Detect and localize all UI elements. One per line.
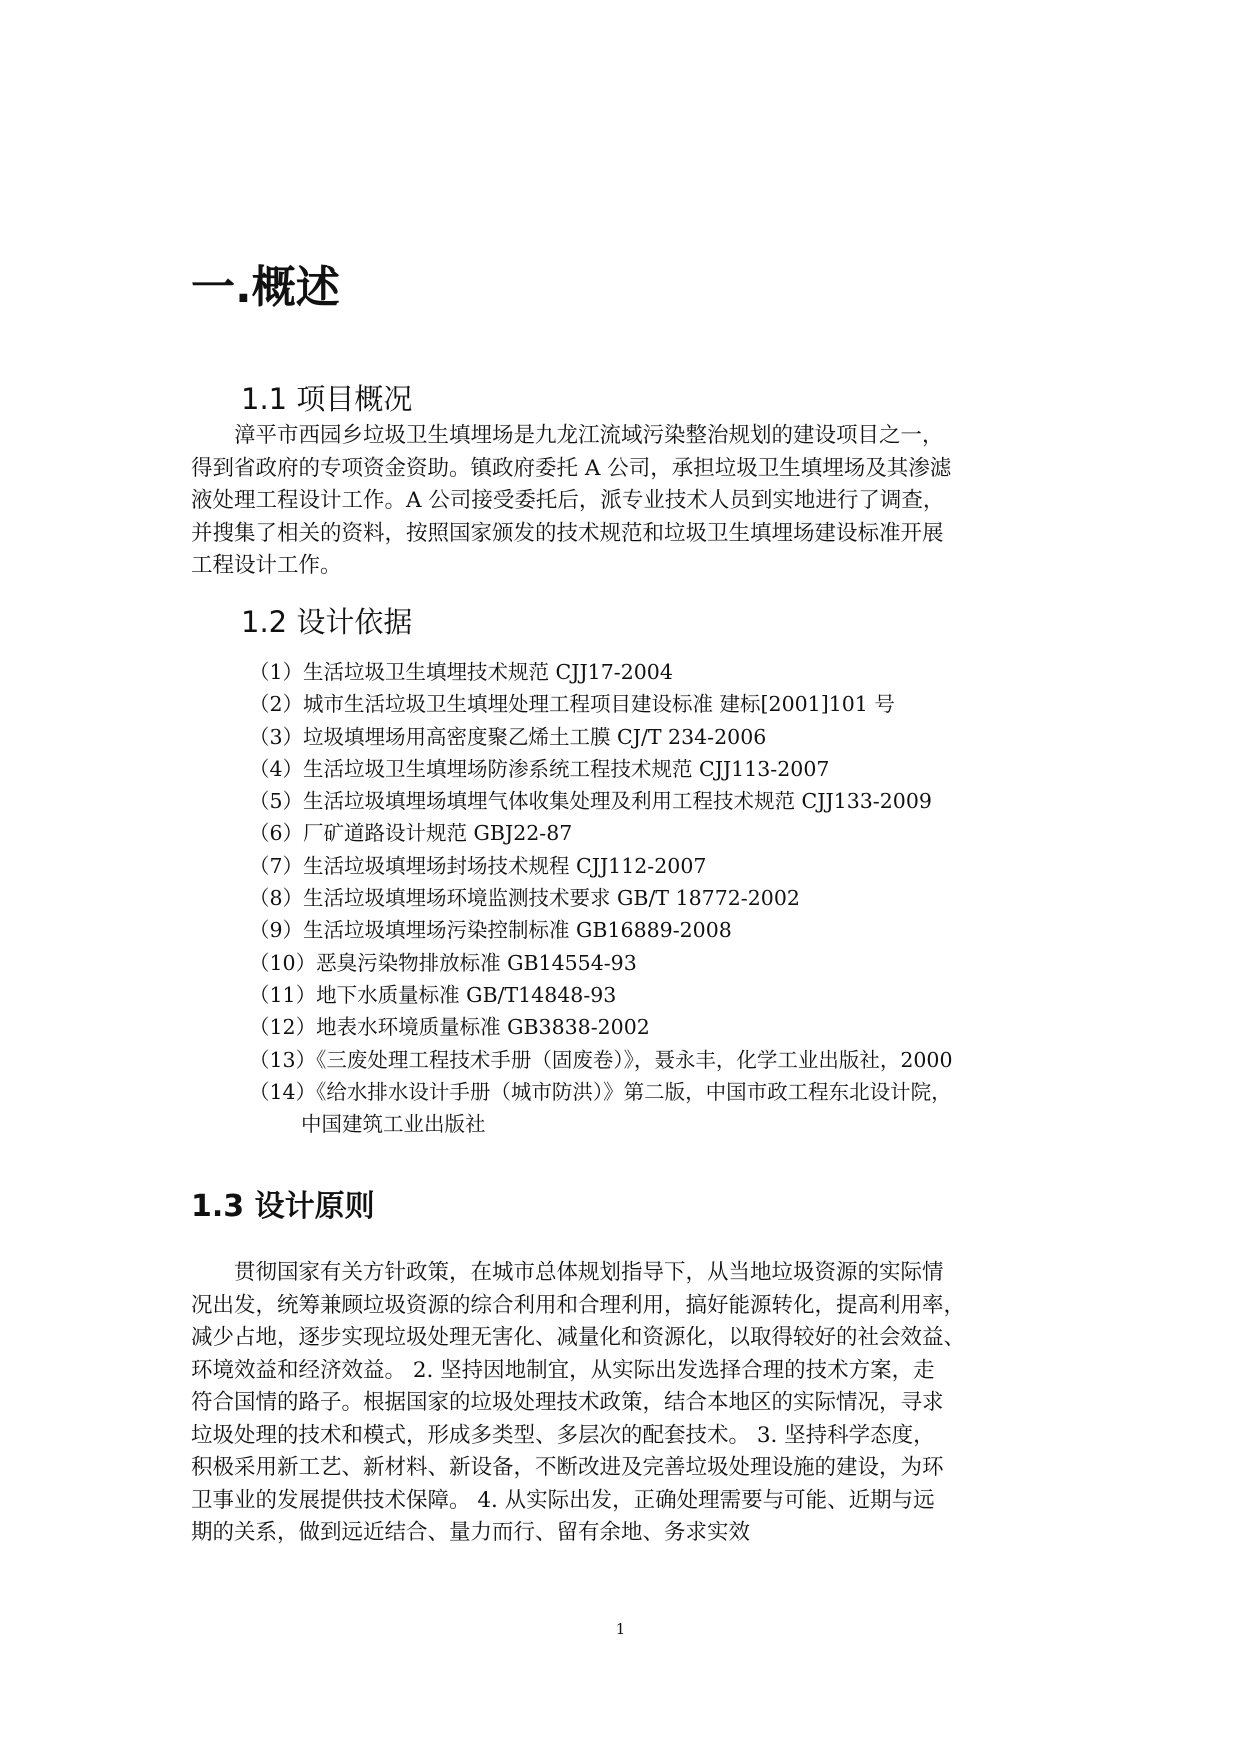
reference-item: （3）垃圾填埋场用高密度聚乙烯土工膜 CJ/T 234-2006 xyxy=(249,724,767,749)
paragraph-line: 工程设计工作。 xyxy=(191,553,342,578)
project-overview-paragraph xyxy=(191,420,1055,583)
reference-item: （13）《三废处理工程技术手册（固废卷）》，聂永丰，化学工业出版社，2000 xyxy=(249,1047,953,1072)
reference-item: （5）生活垃圾填埋场填埋气体收集处理及利用工程技术规范 CJJ133-2009 xyxy=(249,789,932,814)
section-1-3-heading: 1.3 设计原则 xyxy=(191,1189,375,1224)
reference-item: （7）生活垃圾填埋场封场技术规程 CJJ112-2007 xyxy=(249,853,707,878)
section-1-2-heading: 1.2 设计依据 xyxy=(241,605,413,639)
paragraph-line: 况出发，统筹兼顾垃圾资源的综合利用和合理利用，搞好能源转化，提高利用率， xyxy=(191,1292,966,1318)
section-1-1-heading: 1.1 项目概况 xyxy=(241,382,413,416)
reference-item: （2）城市生活垃圾卫生填埋处理工程项目建设标准 建标[2001]101 号 xyxy=(249,692,895,717)
reference-item: （8）生活垃圾填埋场环境监测技术要求 GB/T 18772-2002 xyxy=(249,886,800,911)
reference-item: （14）《给水排水设计手册（城市防洪）》第二版，中国市政工程东北设计院， xyxy=(249,1079,952,1104)
paragraph-line: 期的关系，做到远近结合、量力而行、留有余地、务求实效 xyxy=(191,1520,751,1545)
paragraph-line: 并搜集了相关的资料，按照国家颁发的技术规范和垃圾卫生填埋场建设标准开展 xyxy=(191,520,944,546)
paragraph-line: 减少占地，逐步实现垃圾处理无害化、减量化和资源化，以取得较好的社会效益、 xyxy=(191,1325,966,1350)
reference-item: （10）恶臭污染物排放标准 GB14554-93 xyxy=(249,950,637,975)
paragraph-line: 符合国情的路子。根据国家的垃圾处理技术政策，结合本地区的实际情况，寻求 xyxy=(191,1390,944,1415)
design-principles-paragraph xyxy=(191,1257,1055,1550)
paragraph-line: 贯彻国家有关方针政策，在城市总体规划指导下，从当地垃圾资源的实际情 xyxy=(234,1260,944,1285)
design-basis-reference-list xyxy=(249,656,1069,1140)
paragraph-line: 环境效益和经济效益。 2. 坚持因地制宜，从实际出发选择合理的技术方案，走 xyxy=(191,1357,935,1383)
paragraph-line: 垃圾处理的技术和模式，形成多类型、多层次的配套技术。 3. 坚持科学态度， xyxy=(191,1422,935,1448)
paragraph-line: 卫事业的发展提供技术保障。 4. 从实际出发，正确处理需要与可能、近期与远 xyxy=(191,1487,935,1513)
paragraph-line: 积极采用新工艺、新材料、新设备，不断改进及完善垃圾处理设施的建设，为环 xyxy=(191,1455,944,1480)
reference-item: （11）地下水质量标准 GB/T14848-93 xyxy=(249,982,617,1007)
reference-item: （9）生活垃圾填埋场污染控制标准 GB16889-2008 xyxy=(249,918,732,943)
reference-item: （12）地表水环境质量标准 GB3838-2002 xyxy=(249,1015,650,1040)
paragraph-line: 漳平市西园乡垃圾卫生填埋场是九龙江流域污染整治规划的建设项目之一， xyxy=(234,423,944,448)
paragraph-line: 得到省政府的专项资金资助。镇政府委托 A 公司，承担垃圾卫生填埋场及其渗滤 xyxy=(191,455,952,481)
page-number: 1 xyxy=(615,1620,626,1638)
reference-item-continuation: 中国建筑工业出版社 xyxy=(301,1112,486,1137)
reference-item: （6）厂矿道路设计规范 GBJ22-87 xyxy=(249,821,573,846)
paragraph-line: 液处理工程设计工作。A 公司接受委托后，派专业技术人员到实地进行了调查， xyxy=(191,488,945,513)
chapter-heading: 一.概述 xyxy=(191,262,340,313)
reference-item: （4）生活垃圾卫生填埋场防渗系统工程技术规范 CJJ113-2007 xyxy=(249,756,830,781)
reference-item: （1）生活垃圾卫生填埋技术规范 CJJ17-2004 xyxy=(249,660,673,684)
